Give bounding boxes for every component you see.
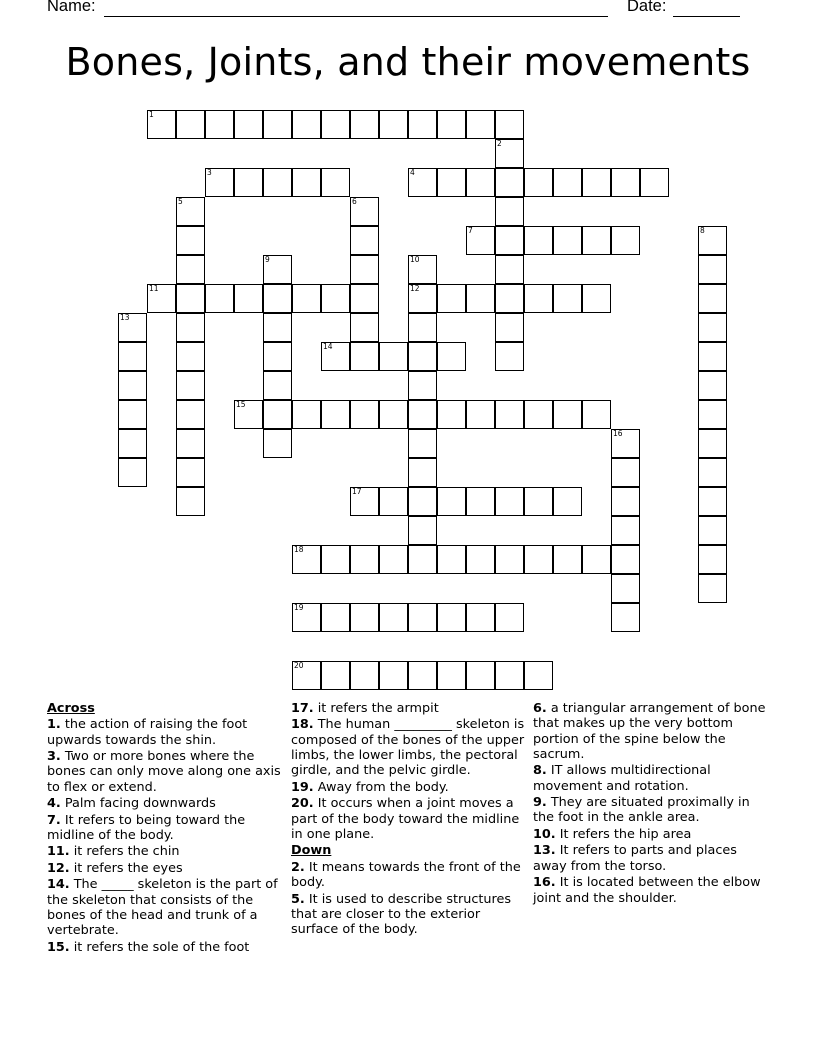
grid-cell[interactable] <box>582 400 611 429</box>
grid-cell[interactable] <box>147 284 176 313</box>
grid-cell[interactable] <box>611 226 640 255</box>
grid-cell[interactable] <box>176 110 205 139</box>
grid-cell[interactable] <box>263 168 292 197</box>
grid-cell[interactable] <box>350 342 379 371</box>
clue-text: It refers to parts and places away from the torso. <box>533 843 737 874</box>
grid-cell[interactable] <box>350 197 379 226</box>
grid-cell[interactable] <box>553 226 582 255</box>
grid-cell[interactable] <box>263 313 292 342</box>
clue-number-label: 19 <box>294 603 304 612</box>
grid-cell[interactable] <box>176 226 205 255</box>
grid-cell[interactable] <box>698 284 727 313</box>
across-clue <box>47 940 283 955</box>
down-clue <box>533 827 773 842</box>
grid-cell[interactable] <box>234 284 263 313</box>
grid-cell[interactable] <box>698 313 727 342</box>
clue-text: It occurs when a joint moves a part of the body toward the midline in one plane. <box>291 796 520 842</box>
grid-cell[interactable] <box>350 284 379 313</box>
clue-number-label: 14 <box>323 342 333 351</box>
grid-cell[interactable] <box>466 603 495 632</box>
grid-cell[interactable] <box>379 487 408 516</box>
clue-text: it refers the armpit <box>313 701 439 716</box>
grid-cell[interactable] <box>495 545 524 574</box>
grid-cell[interactable] <box>698 545 727 574</box>
grid-cell[interactable] <box>350 110 379 139</box>
grid-cell[interactable] <box>408 371 437 400</box>
grid-cell[interactable] <box>205 284 234 313</box>
grid-cell[interactable] <box>524 284 553 313</box>
grid-cell[interactable] <box>321 545 350 574</box>
grid-cell[interactable] <box>263 284 292 313</box>
grid-cell[interactable] <box>176 400 205 429</box>
clue-number: 7. <box>47 812 61 828</box>
grid-cell[interactable] <box>408 313 437 342</box>
grid-cell[interactable] <box>437 284 466 313</box>
page-title: Bones, Joints, and their movements <box>65 40 751 84</box>
grid-cell[interactable] <box>292 603 321 632</box>
across-clue <box>291 701 527 716</box>
grid-cell[interactable] <box>350 313 379 342</box>
clue-number-label: 3 <box>207 168 212 177</box>
clue-number-label: 9 <box>265 255 270 264</box>
clue-number-label: 5 <box>178 197 183 206</box>
grid-cell[interactable] <box>495 661 524 690</box>
across-clue <box>47 749 283 795</box>
grid-cell[interactable] <box>524 487 553 516</box>
clue-number: 11. <box>47 844 70 860</box>
grid-cell[interactable] <box>553 545 582 574</box>
clue-number: 15. <box>47 939 70 955</box>
grid-cell[interactable] <box>205 168 234 197</box>
down-clue <box>291 860 527 891</box>
grid-cell[interactable] <box>698 255 727 284</box>
grid-cell[interactable] <box>582 168 611 197</box>
grid-cell[interactable] <box>263 400 292 429</box>
grid-cell[interactable] <box>176 197 205 226</box>
grid-cell[interactable] <box>698 574 727 603</box>
grid-cell[interactable] <box>118 371 147 400</box>
grid-cell[interactable] <box>176 313 205 342</box>
grid-cell[interactable] <box>466 284 495 313</box>
grid-cell[interactable] <box>437 342 466 371</box>
grid-cell[interactable] <box>118 313 147 342</box>
grid-cell[interactable] <box>698 458 727 487</box>
grid-cell[interactable] <box>495 197 524 226</box>
clue-number: 19. <box>291 779 314 795</box>
grid-cell[interactable] <box>495 110 524 139</box>
grid-cell[interactable] <box>292 168 321 197</box>
clue-text: it refers the sole of the foot <box>69 939 250 955</box>
grid-cell[interactable] <box>292 661 321 690</box>
grid-cell[interactable] <box>524 545 553 574</box>
grid-cell[interactable] <box>466 226 495 255</box>
grid-cell[interactable] <box>176 458 205 487</box>
grid-cell[interactable] <box>379 661 408 690</box>
grid-cell[interactable] <box>495 603 524 632</box>
clue-number-label: 7 <box>468 226 473 235</box>
clue-number-label: 17 <box>352 487 362 496</box>
grid-cell[interactable] <box>611 429 640 458</box>
grid-cell[interactable] <box>321 661 350 690</box>
clues-column-2 <box>291 701 527 939</box>
clue-number: 14. <box>47 877 70 893</box>
grid-cell[interactable] <box>205 110 234 139</box>
clue-text: Away from the body. <box>313 779 449 795</box>
grid-cell[interactable] <box>466 545 495 574</box>
grid-cell[interactable] <box>408 168 437 197</box>
grid-cell[interactable] <box>698 371 727 400</box>
name-label-text: Name: <box>47 0 96 15</box>
grid-cell[interactable] <box>611 458 640 487</box>
across-clue <box>291 780 527 795</box>
grid-cell[interactable] <box>495 400 524 429</box>
down-heading: Down <box>291 843 332 859</box>
clues-column-3 <box>533 701 773 907</box>
grid-cell[interactable] <box>263 429 292 458</box>
grid-cell[interactable] <box>582 284 611 313</box>
grid-cell[interactable] <box>437 400 466 429</box>
grid-cell[interactable] <box>524 168 553 197</box>
clue-number: 9. <box>533 795 547 811</box>
grid-cell[interactable] <box>350 661 379 690</box>
grid-cell[interactable] <box>408 400 437 429</box>
grid-cell[interactable] <box>611 574 640 603</box>
grid-cell[interactable] <box>176 487 205 516</box>
grid-cell[interactable] <box>408 342 437 371</box>
grid-cell[interactable] <box>698 429 727 458</box>
grid-cell[interactable] <box>495 139 524 168</box>
clue-text: The _____ skeleton is the part of the skeleton that consists of the bones of the head and trunk of a vertebrate. <box>47 877 278 939</box>
grid-cell[interactable] <box>640 168 669 197</box>
down-clue <box>533 763 773 794</box>
clue-number-label: 16 <box>613 429 623 438</box>
clue-number-label: 12 <box>410 284 420 293</box>
clue-number-label: 11 <box>149 284 159 293</box>
grid-cell[interactable] <box>437 487 466 516</box>
grid-cell[interactable] <box>495 168 524 197</box>
grid-cell[interactable] <box>379 545 408 574</box>
clues-column-1 <box>47 701 283 956</box>
grid-cell[interactable] <box>495 313 524 342</box>
clue-number: 1. <box>47 717 61 733</box>
clue-number: 10. <box>533 826 556 842</box>
grid-cell[interactable] <box>350 400 379 429</box>
grid-cell[interactable] <box>437 110 466 139</box>
clue-number: 4. <box>47 796 61 812</box>
grid-cell[interactable] <box>408 284 437 313</box>
grid-cell[interactable] <box>350 487 379 516</box>
grid-cell[interactable] <box>466 487 495 516</box>
grid-cell[interactable] <box>234 110 263 139</box>
clue-number: 3. <box>47 749 61 765</box>
grid-cell[interactable] <box>263 255 292 284</box>
grid-cell[interactable] <box>466 661 495 690</box>
clue-text: a triangular arrangement of bone that makes up the very bottom portion of the spine below the sacrum. <box>533 701 766 762</box>
grid-cell[interactable] <box>495 284 524 313</box>
grid-cell[interactable] <box>263 342 292 371</box>
grid-cell[interactable] <box>408 110 437 139</box>
grid-cell[interactable] <box>176 371 205 400</box>
grid-cell[interactable] <box>321 603 350 632</box>
grid-cell[interactable] <box>437 603 466 632</box>
clue-number: 12. <box>47 860 70 876</box>
grid-cell[interactable] <box>408 458 437 487</box>
grid-cell[interactable] <box>495 255 524 284</box>
grid-cell[interactable] <box>553 400 582 429</box>
date-label-text: Date: <box>627 0 667 15</box>
grid-cell[interactable] <box>698 516 727 545</box>
grid-cell[interactable] <box>611 516 640 545</box>
grid-cell[interactable] <box>524 400 553 429</box>
clue-text: Palm facing downwards <box>60 796 216 812</box>
clue-number-label: 1 <box>149 110 154 119</box>
clue-text: It is located between the elbow joint and the shoulder. <box>533 875 761 906</box>
down-clue <box>533 795 773 826</box>
grid-cell[interactable] <box>379 342 408 371</box>
clue-number-label: 10 <box>410 255 420 264</box>
grid-cell[interactable] <box>321 168 350 197</box>
down-clue <box>533 701 773 762</box>
clue-text: It refers the hip area <box>555 826 692 842</box>
clue-number-label: 6 <box>352 197 357 206</box>
grid-cell[interactable] <box>495 342 524 371</box>
clue-number: 16. <box>533 875 556 891</box>
clue-number: 18. <box>291 717 314 733</box>
grid-cell[interactable] <box>350 226 379 255</box>
grid-cell[interactable] <box>176 342 205 371</box>
clue-number-label: 15 <box>236 400 246 409</box>
grid-cell[interactable] <box>292 284 321 313</box>
clue-number: 6. <box>533 701 547 716</box>
clue-number-label: 4 <box>410 168 415 177</box>
grid-cell[interactable] <box>553 487 582 516</box>
grid-cell[interactable] <box>582 226 611 255</box>
grid-cell[interactable] <box>379 110 408 139</box>
grid-cell[interactable] <box>466 110 495 139</box>
grid-cell[interactable] <box>379 603 408 632</box>
grid-cell[interactable] <box>408 516 437 545</box>
grid-cell[interactable] <box>611 603 640 632</box>
clue-text: They are situated proximally in the foot in the ankle area. <box>533 795 750 826</box>
grid-cell[interactable] <box>408 661 437 690</box>
grid-cell[interactable] <box>698 487 727 516</box>
grid-cell[interactable] <box>698 342 727 371</box>
grid-cell[interactable] <box>118 342 147 371</box>
grid-cell[interactable] <box>321 400 350 429</box>
grid-cell[interactable] <box>176 429 205 458</box>
grid-cell[interactable] <box>321 284 350 313</box>
grid-cell[interactable] <box>321 342 350 371</box>
clue-text: It refers to being toward the midline of the body. <box>47 812 246 843</box>
grid-cell[interactable] <box>582 545 611 574</box>
grid-cell[interactable] <box>611 487 640 516</box>
clue-text: Two or more bones where the bones can only move along one axis to flex or extend. <box>47 749 281 795</box>
across-clue <box>47 877 283 938</box>
clue-number-label: 2 <box>497 139 502 148</box>
grid-cell[interactable] <box>118 458 147 487</box>
grid-cell[interactable] <box>350 603 379 632</box>
grid-cell[interactable] <box>292 400 321 429</box>
across-clue <box>291 796 527 842</box>
grid-cell[interactable] <box>466 400 495 429</box>
grid-cell[interactable] <box>408 429 437 458</box>
clue-text: it refers the chin <box>69 844 180 860</box>
across-clue <box>47 861 283 876</box>
grid-cell[interactable] <box>350 255 379 284</box>
grid-cell[interactable] <box>437 661 466 690</box>
grid-cell[interactable] <box>118 400 147 429</box>
grid-cell[interactable] <box>408 487 437 516</box>
clue-number: 8. <box>533 763 547 779</box>
across-clue <box>47 717 283 748</box>
grid-cell[interactable] <box>495 487 524 516</box>
grid-cell[interactable] <box>698 226 727 255</box>
grid-cell[interactable] <box>350 545 379 574</box>
clue-text: It means towards the front of the body. <box>291 859 521 891</box>
clue-number: 2. <box>291 859 305 875</box>
clue-number: 5. <box>291 891 305 907</box>
across-clue <box>291 717 527 778</box>
grid-cell[interactable] <box>118 429 147 458</box>
grid-cell[interactable] <box>408 603 437 632</box>
grid-cell[interactable] <box>524 661 553 690</box>
grid-cell[interactable] <box>292 545 321 574</box>
clue-text: IT allows multidirectional movement and rotation. <box>533 763 711 794</box>
clue-number-label: 8 <box>700 226 705 235</box>
grid-cell[interactable] <box>321 110 350 139</box>
across-clue <box>47 796 283 811</box>
grid-cell[interactable] <box>263 371 292 400</box>
clue-number-label: 18 <box>294 545 304 554</box>
down-clue <box>533 843 773 874</box>
across-clue <box>47 813 283 844</box>
down-clue <box>291 892 527 938</box>
clue-text: It is used to describe structures that are closer to the exterior surface of the body. <box>291 891 512 938</box>
grid-cell[interactable] <box>466 168 495 197</box>
clue-text: it refers the eyes <box>69 860 183 876</box>
clue-text: the action of raising the foot upwards towards the shin. <box>47 717 248 748</box>
across-heading: Across <box>47 701 95 716</box>
grid-cell[interactable] <box>379 400 408 429</box>
grid-cell[interactable] <box>437 545 466 574</box>
clue-number-label: 13 <box>120 313 130 322</box>
grid-cell[interactable] <box>611 545 640 574</box>
grid-cell[interactable] <box>176 255 205 284</box>
grid-cell[interactable] <box>524 226 553 255</box>
grid-cell[interactable] <box>698 400 727 429</box>
grid-cell[interactable] <box>553 284 582 313</box>
grid-cell[interactable] <box>437 168 466 197</box>
across-clue <box>47 844 283 859</box>
clue-number: 17. <box>291 701 314 716</box>
clue-number: 13. <box>533 843 556 859</box>
grid-cell[interactable] <box>292 110 321 139</box>
grid-cell[interactable] <box>611 168 640 197</box>
grid-cell[interactable] <box>234 168 263 197</box>
clue-number: 20. <box>291 796 314 812</box>
grid-cell[interactable] <box>408 545 437 574</box>
grid-cell[interactable] <box>263 110 292 139</box>
grid-cell[interactable] <box>553 168 582 197</box>
grid-cell[interactable] <box>495 226 524 255</box>
grid-cell[interactable] <box>234 400 263 429</box>
down-clue <box>533 875 773 906</box>
clue-text: The human _________ skeleton is composed of the bones of the upper limbs, the lower limbs, the pectoral girdle, and the pelvic girdle. <box>291 717 525 779</box>
clue-number-label: 20 <box>294 661 304 670</box>
grid-cell[interactable] <box>147 110 176 139</box>
grid-cell[interactable] <box>176 284 205 313</box>
grid-cell[interactable] <box>408 255 437 284</box>
